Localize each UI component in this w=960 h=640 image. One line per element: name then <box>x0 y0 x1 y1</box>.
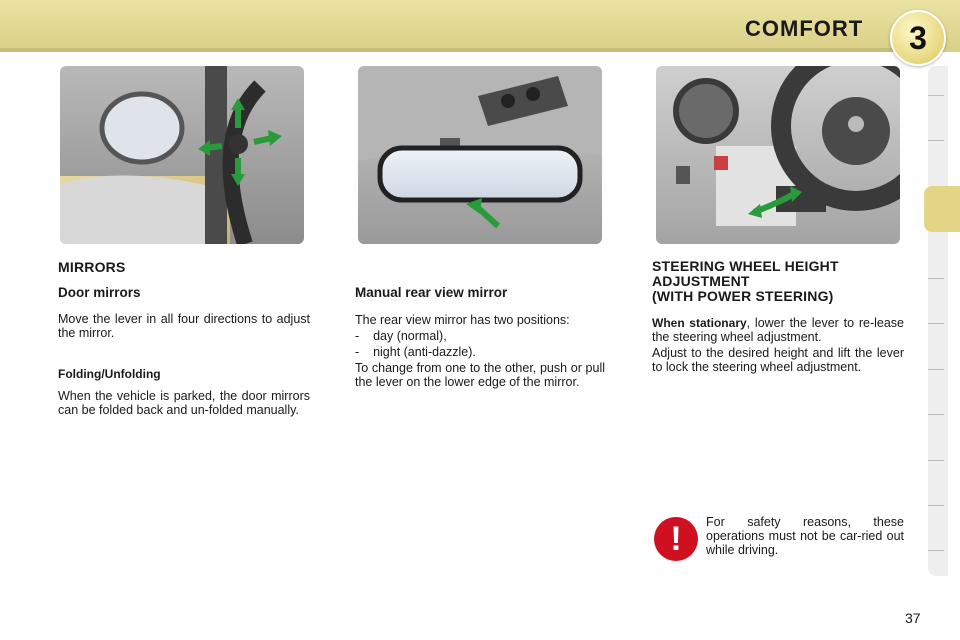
section-title-mirrors: MIRRORS <box>58 259 126 275</box>
rear-view-mirror-illustration <box>358 66 602 244</box>
warning-text: For safety reasons, these operations must not be car-ried out while driving. <box>706 515 904 557</box>
chapter-title: COMFORT <box>745 16 864 41</box>
rear-mirror-intro: The rear view mirror has two positions: <box>355 313 570 327</box>
rear-mirror-change-text: To change from one to the other, push or pull the lever on the lower edge of the mirror. <box>355 361 605 389</box>
door-mirror-illustration <box>60 66 304 244</box>
side-tab-divider <box>928 278 944 279</box>
position-item-label: night (anti-dazzle). <box>373 345 476 359</box>
side-tab-divider <box>928 140 944 141</box>
side-tab-divider <box>928 95 944 96</box>
side-tab-divider <box>928 323 944 324</box>
side-tab-strip <box>928 66 948 576</box>
position-item: - night (anti-dazzle). <box>355 345 476 359</box>
chapter-number-badge: 3 <box>890 10 946 66</box>
title-line: ADJUSTMENT <box>652 273 750 289</box>
side-tab-divider <box>928 369 944 370</box>
subtitle-folding: Folding/Unfolding <box>58 367 161 381</box>
exclamation-icon: ! <box>654 517 698 561</box>
folding-text: When the vehicle is parked, the door mirrors can be folded back and un-folded manually. <box>58 389 310 417</box>
adjust-instruction: Adjust to the desired height and lift the lever to lock the steering wheel adjustment. <box>652 346 904 374</box>
subtitle-door-mirrors: Door mirrors <box>58 285 141 300</box>
title-line: STEERING WHEEL HEIGHT <box>652 258 839 274</box>
side-tab-divider <box>928 550 944 551</box>
position-item-label: day (normal), <box>373 329 447 343</box>
door-mirror-intro: Move the lever in all four directions to adjust the mirror. <box>58 312 310 340</box>
subtitle-rear-view-mirror: Manual rear view mirror <box>355 285 508 300</box>
stationary-instruction <box>652 316 904 344</box>
side-tab-divider <box>928 414 944 415</box>
side-tab-divider <box>928 505 944 506</box>
position-item: - day (normal), <box>355 329 447 343</box>
page-number: 37 <box>905 610 921 626</box>
steering-wheel-illustration <box>656 66 900 244</box>
side-tab-divider <box>928 460 944 461</box>
section-title-steering-wheel <box>652 259 839 304</box>
header-divider <box>0 48 900 52</box>
stationary-text: , lower the lever to re-lease the steering wheel adjustment. <box>652 316 904 344</box>
title-line: (WITH POWER STEERING) <box>652 288 834 304</box>
stationary-bold-label: When stationary <box>652 316 747 330</box>
side-tab-active[interactable] <box>924 186 960 232</box>
